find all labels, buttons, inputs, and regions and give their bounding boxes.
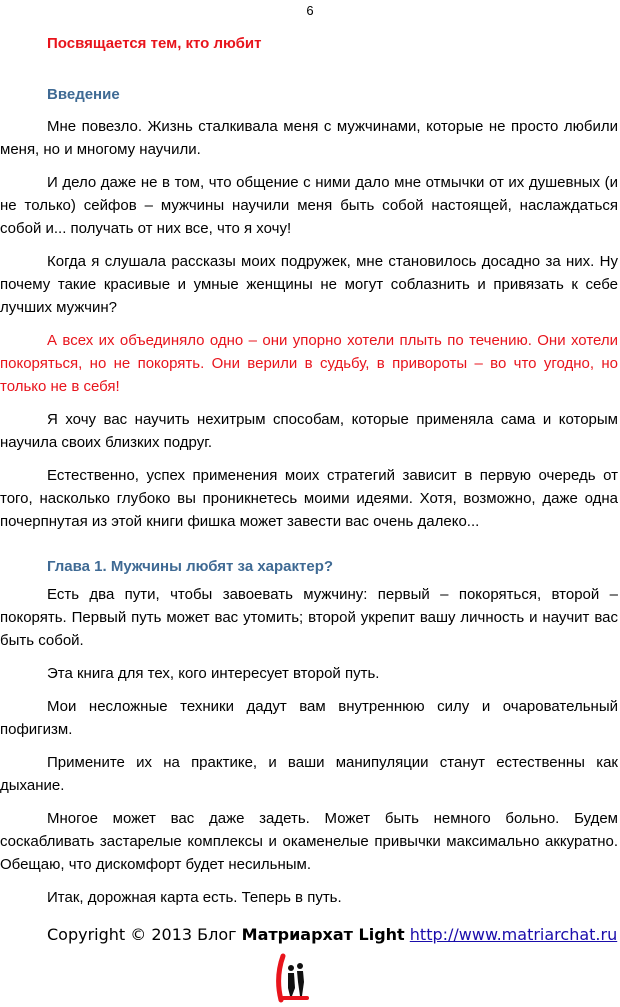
chapter-paragraph-3: Мои несложные техники дадут вам внутреннюю силу и очаровательный пофигизм. xyxy=(0,698,618,738)
intro-paragraph-2: И дело даже не в том, что общение с ними дало мне отмычки от их душевных (и не только) сейфов – мужчины научили меня быть собой настоящей, наслаждаться собой и... получать от них все, что я хочу! xyxy=(0,174,618,237)
chapter-paragraph-2: Эта книга для тех, кого интересует второй путь. xyxy=(47,665,380,682)
footer-link[interactable]: http://www.matriarchat.ru xyxy=(409,925,618,944)
intro-paragraph-4-highlight: А всех их объединяло одно – они упорно хотели плыть по течению. Они хотели покоряться, но не покорять. Они верили в судьбу, в привороты – во что угодно, но только не в себя! xyxy=(0,332,618,395)
chapter-paragraph-1: Есть два пути, чтобы завоевать мужчину: первый – покоряться, второй – покорять. Первый путь может вас утомить; второй укрепит вашу личность и научит вас быть собой. xyxy=(0,586,618,649)
page-number: 6 xyxy=(306,3,314,18)
chapter-paragraph-6: Итак, дорожная карта есть. Теперь в путь. xyxy=(47,889,342,906)
chapter-paragraph-4: Примените их на практике, и ваши манипуляции станут естественны как дыхание. xyxy=(0,754,618,794)
footer-copyright xyxy=(47,924,617,946)
intro-paragraph-1: Мне повезло. Жизнь сталкивала меня с мужчинами, которые не просто любили меня, но и многому научили. xyxy=(0,118,618,158)
chapter-paragraph-5: Многое может вас даже задеть. Может быть немного больно. Будем соскабливать застарелые комплексы и окаменелые привычки максимально аккуратно. Обещаю, что дискомфорт будет несильным. xyxy=(0,810,618,873)
intro-paragraph-6: Естественно, успех применения моих стратегий зависит в первую очередь от того, насколько глубоко вы проникнетесь моими идеями. Хотя, возможно, даже одна почерпнутая из этой книги фишка может завести вас очень далеко... xyxy=(0,467,618,530)
chapter-heading: Глава 1. Мужчины любят за характер? xyxy=(47,558,334,575)
page-content xyxy=(0,34,620,909)
intro-paragraph-3: Когда я слушала рассказы моих подружек, мне становилось досадно за них. Ну почему такие красивые и умные женщины не могут соблазнить и привязать к себе лучших мужчин? xyxy=(0,253,618,316)
intro-paragraph-5: Я хочу вас научить нехитрым способам, которые применяла сама и которым научила своих близких подруг. xyxy=(0,411,618,451)
dedication: Посвящается тем, кто любит xyxy=(47,35,262,52)
footer-copyright-text: Copyright © 2013 Блог xyxy=(47,925,242,944)
intro-heading: Введение xyxy=(47,86,120,103)
footer-brand: Матриархат Light xyxy=(241,925,405,944)
matriarchat-logo-icon xyxy=(275,952,311,1004)
